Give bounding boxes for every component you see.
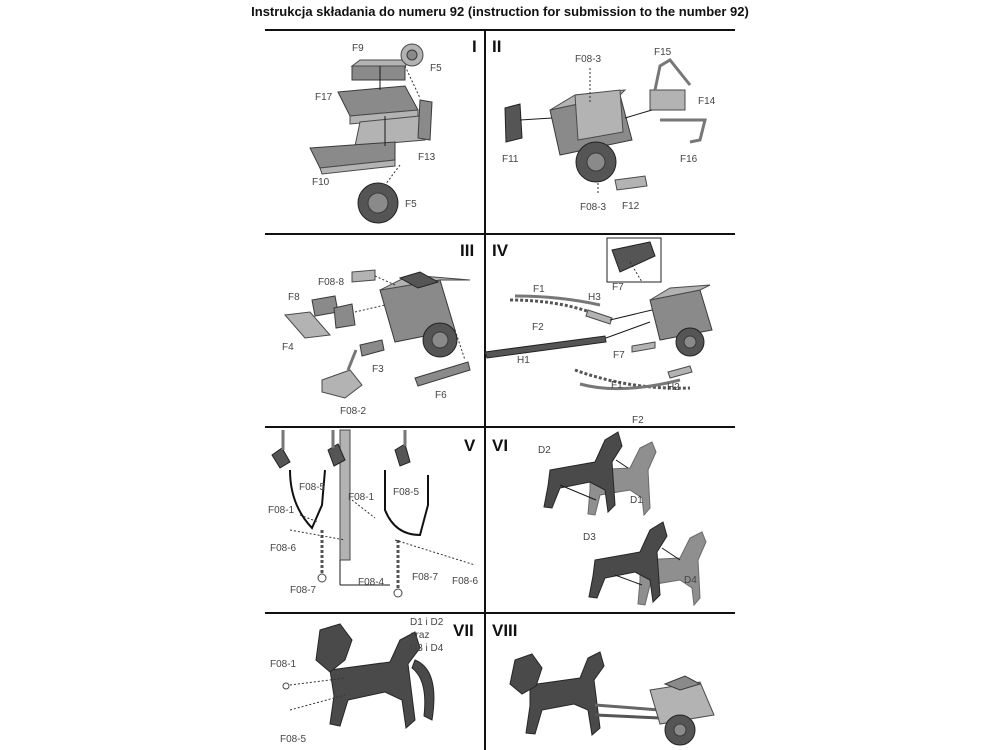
label-f08-5-right: F08-5 bbox=[393, 487, 420, 498]
label-d3: D3 bbox=[583, 532, 596, 543]
part-f3 bbox=[360, 340, 384, 356]
label-f2-bottom: F2 bbox=[632, 415, 644, 426]
label-f08-6-right: F08-6 bbox=[452, 576, 479, 587]
label-h2: H2 bbox=[667, 382, 680, 393]
label-f2-top: F2 bbox=[532, 322, 544, 333]
label-f1-bottom: F1 bbox=[611, 380, 623, 391]
label-f08-6-left: F08-6 bbox=[270, 543, 297, 554]
label-oraz: oraz bbox=[410, 630, 430, 641]
panel-number: II bbox=[492, 37, 502, 56]
part-h2 bbox=[668, 366, 692, 378]
label-f13: F13 bbox=[418, 152, 436, 163]
panel-3 bbox=[282, 241, 474, 417]
part-f08-5-left bbox=[290, 470, 325, 528]
label-f8: F8 bbox=[288, 292, 300, 303]
part-f14 bbox=[650, 90, 685, 110]
label-f08-2: F08-2 bbox=[340, 406, 367, 417]
panel-1 bbox=[310, 37, 477, 223]
panel-number: I bbox=[472, 37, 477, 56]
label-f08-3: F08-3 bbox=[575, 54, 602, 65]
label-f11: F11 bbox=[502, 154, 519, 165]
panel-number: IV bbox=[492, 241, 509, 260]
label-f08-5: F08-5 bbox=[280, 734, 307, 745]
part-f08-5-right bbox=[385, 470, 428, 535]
label-f08-1-right: F08-1 bbox=[348, 492, 375, 503]
label-f08-1-left: F08-1 bbox=[268, 505, 295, 516]
label-f08-3-bottom: F08-3 bbox=[580, 202, 607, 213]
panel-number: III bbox=[460, 241, 475, 260]
panel-4 bbox=[485, 238, 712, 426]
part-f7 bbox=[632, 342, 655, 352]
label-f1-top: F1 bbox=[533, 284, 545, 295]
panel-5 bbox=[268, 430, 479, 597]
label-f15: F15 bbox=[654, 47, 672, 58]
panel-7 bbox=[270, 617, 474, 745]
label-f7: F7 bbox=[613, 350, 625, 361]
panel-number: VI bbox=[492, 436, 509, 455]
panel-number: VII bbox=[453, 621, 474, 640]
label-h3: H3 bbox=[588, 292, 601, 303]
panel-2 bbox=[492, 37, 716, 213]
part-f08-2 bbox=[322, 370, 362, 398]
panel-number: VIII bbox=[492, 621, 518, 640]
panel-6 bbox=[492, 432, 706, 605]
label-f5: F5 bbox=[430, 63, 442, 74]
part-f9 bbox=[352, 66, 405, 80]
part-h3 bbox=[586, 310, 612, 324]
panel-8 bbox=[492, 621, 714, 745]
label-f08-8: F08-8 bbox=[318, 277, 345, 288]
part-f16 bbox=[660, 120, 705, 142]
label-f12: F12 bbox=[622, 201, 640, 212]
panel-number: V bbox=[464, 436, 476, 455]
label-h1: H1 bbox=[517, 355, 530, 366]
part-f08-8 bbox=[352, 270, 375, 282]
label-f5-bottom: F5 bbox=[405, 199, 417, 210]
label-f14: F14 bbox=[698, 96, 716, 107]
page-title: Instrukcja składania do numeru 92 (instruction for submission to the number 92) bbox=[251, 4, 749, 19]
label-f4: F4 bbox=[282, 342, 294, 353]
part-f12 bbox=[615, 176, 647, 190]
label-f10: F10 bbox=[312, 177, 330, 188]
part-f15 bbox=[655, 60, 690, 90]
label-f6: F6 bbox=[435, 390, 447, 401]
part-f6 bbox=[415, 362, 470, 386]
label-f08-1: F08-1 bbox=[270, 659, 297, 670]
label-d2: D2 bbox=[538, 445, 551, 456]
label-f08-7-left: F08-7 bbox=[290, 585, 317, 596]
label-f3: F3 bbox=[372, 364, 384, 375]
label-f9: F9 bbox=[352, 43, 364, 54]
label-f08-7-right: F08-7 bbox=[412, 572, 439, 583]
part-f4 bbox=[285, 312, 330, 338]
label-d3-d4: D3 i D4 bbox=[410, 643, 444, 654]
horse-d3 bbox=[589, 522, 667, 602]
label-f08-5-left: F08-5 bbox=[299, 482, 326, 493]
part-h1 bbox=[485, 336, 606, 358]
label-d1: D1 bbox=[630, 495, 643, 506]
horse-d2 bbox=[544, 432, 622, 512]
label-f7-inset: F7 bbox=[612, 282, 624, 293]
label-d4: D4 bbox=[684, 575, 697, 586]
label-d1-d2: D1 i D2 bbox=[410, 617, 444, 628]
label-f16: F16 bbox=[680, 154, 698, 165]
label-f08-4: F08-4 bbox=[358, 577, 385, 588]
label-f17: F17 bbox=[315, 92, 333, 103]
part-f11 bbox=[505, 104, 522, 142]
